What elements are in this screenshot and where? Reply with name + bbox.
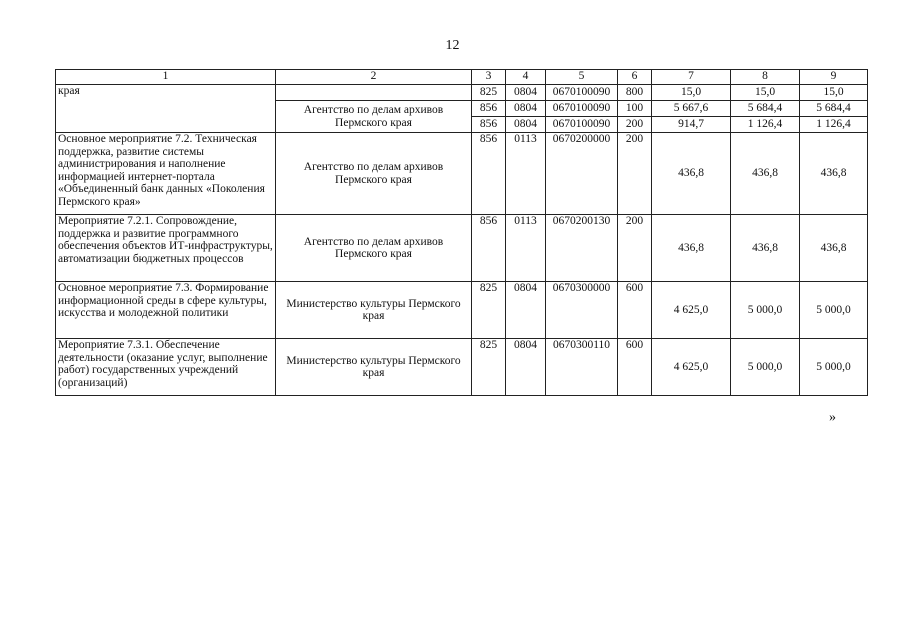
cell-exp-type: 600 [618,339,652,396]
cell-target: 0670100090 [546,117,618,133]
col-header-7: 7 [652,70,731,85]
cell-section: 0804 [506,101,546,117]
col-header-9: 9 [800,70,868,85]
cell-exp-type: 800 [618,85,652,101]
col-header-3: 3 [472,70,506,85]
cell-value-8: 5 000,0 [731,339,800,396]
cell-exp-type: 100 [618,101,652,117]
col-header-1: 1 [56,70,276,85]
row-agency: Министерство культуры Пермского края [276,339,472,396]
closing-quote: » [829,410,836,425]
cell-value-8: 436,8 [731,215,800,282]
cell-exp-type: 200 [618,133,652,215]
cell-section: 0113 [506,133,546,215]
cell-section: 0804 [506,85,546,101]
cell-value-9: 15,0 [800,85,868,101]
cell-adm: 856 [472,133,506,215]
row-description: Мероприятие 7.3.1. Обеспечение деятельности (оказание услуг, выполнение работ) государственных учреждений (организаций) [56,339,276,396]
cell-section: 0804 [506,117,546,133]
col-header-6: 6 [618,70,652,85]
cell-value-9: 5 000,0 [800,282,868,339]
row-agency [276,85,472,101]
row-description: Основное мероприятие 7.2. Техническая поддержка, развитие системы администрирования и наполнение информацией интернет-портала «Объединенный банк данных «Поколения Пермского края» [56,133,276,215]
row-agency: Министерство культуры Пермского края [276,282,472,339]
col-header-4: 4 [506,70,546,85]
cell-value-7: 914,7 [652,117,731,133]
cell-target: 0670200000 [546,133,618,215]
row-agency: Агентство по делам архивов Пермского края [276,215,472,282]
col-header-2: 2 [276,70,472,85]
cell-target: 0670100090 [546,101,618,117]
cell-adm: 825 [472,85,506,101]
table-row [56,85,868,101]
col-header-5: 5 [546,70,618,85]
cell-target: 0670100090 [546,85,618,101]
cell-value-9: 436,8 [800,133,868,215]
cell-adm: 856 [472,117,506,133]
cell-value-8: 1 126,4 [731,117,800,133]
cell-value-7: 436,8 [652,133,731,215]
row-agency: Агентство по делам архивов Пермского края [276,133,472,215]
table-row [56,215,868,282]
cell-exp-type: 200 [618,215,652,282]
cell-adm: 856 [472,215,506,282]
table-row [56,133,868,215]
cell-value-8: 5 000,0 [731,282,800,339]
cell-value-7: 15,0 [652,85,731,101]
cell-value-7: 4 625,0 [652,339,731,396]
cell-value-8: 436,8 [731,133,800,215]
cell-target: 0670200130 [546,215,618,282]
table-row [56,339,868,396]
cell-value-7: 5 667,6 [652,101,731,117]
cell-value-7: 4 625,0 [652,282,731,339]
cell-exp-type: 200 [618,117,652,133]
page-number: 12 [445,38,460,53]
cell-adm: 825 [472,339,506,396]
cell-adm: 825 [472,282,506,339]
cell-value-9: 5 684,4 [800,101,868,117]
table-row [56,282,868,339]
cell-section: 0804 [506,282,546,339]
row-agency: Агентство по делам архивов Пермского края [276,101,472,133]
budget-table [55,69,868,396]
row-description: края [56,85,276,133]
cell-target: 0670300000 [546,282,618,339]
cell-value-9: 1 126,4 [800,117,868,133]
col-header-8: 8 [731,70,800,85]
cell-value-9: 5 000,0 [800,339,868,396]
header-row [56,70,868,85]
cell-section: 0113 [506,215,546,282]
cell-target: 0670300110 [546,339,618,396]
cell-value-8: 5 684,4 [731,101,800,117]
cell-adm: 856 [472,101,506,117]
cell-section: 0804 [506,339,546,396]
cell-value-8: 15,0 [731,85,800,101]
cell-value-7: 436,8 [652,215,731,282]
cell-exp-type: 600 [618,282,652,339]
row-description: Основное мероприятие 7.3. Формирование информационной среды в сфере культуры, искусства и молодежной политики [56,282,276,339]
cell-value-9: 436,8 [800,215,868,282]
row-description: Мероприятие 7.2.1. Сопровождение, поддержка и развитие программного обеспечения объектов ИТ-инфраструктуры, автоматизации бюджетных процессов [56,215,276,282]
